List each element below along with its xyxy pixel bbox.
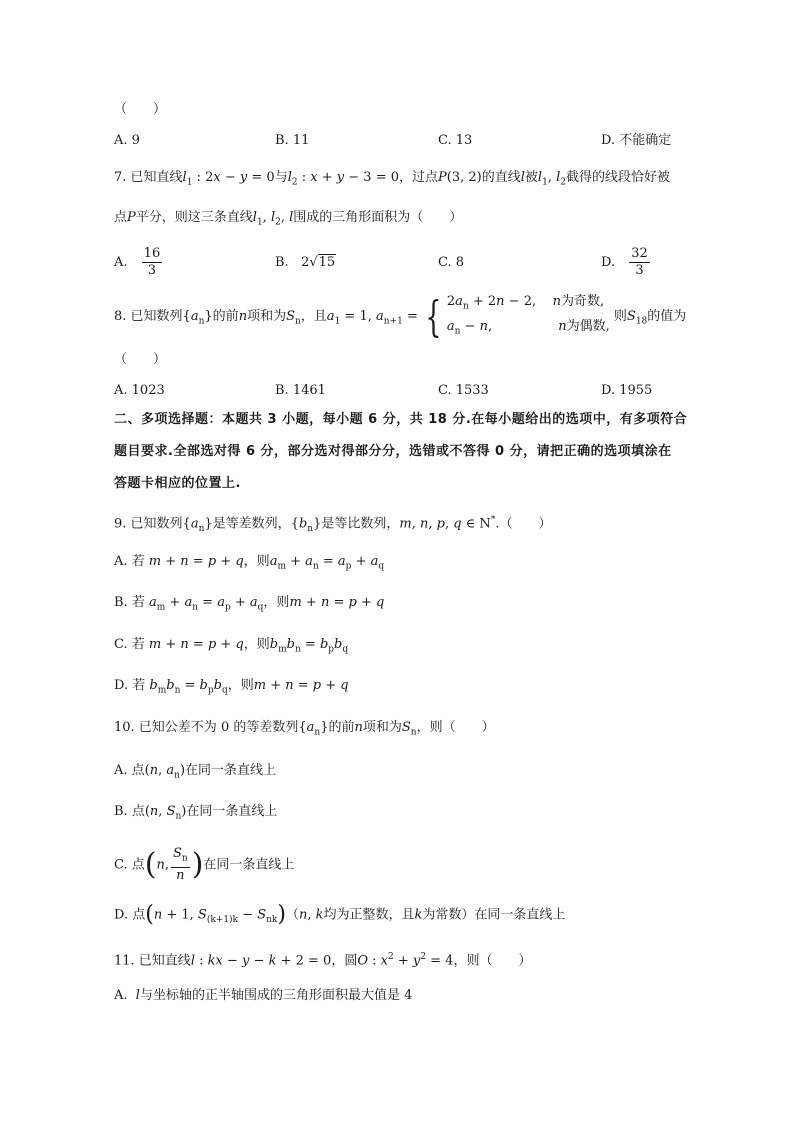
q10-option-d: D. 点(n + 1, $S_{(k+1)k} - S_{nk})(n$, k均为正整数，且k为常数）在同一条直线上 xyxy=(114,902,566,927)
q6-option-c: C. 13 xyxy=(438,133,473,148)
q9-stem: 9. 已知数列$\{a_n\}$是等差数列，$\{b_n\}$是等比数列，m, n, p, q ∈ N*.（ ） xyxy=(114,515,552,534)
q6-option-b: B. 11 xyxy=(275,133,310,148)
q10-option-b: B. 点(n, $S_n$)在同一条直线上 xyxy=(114,804,278,822)
q10-option-a: A. 点(n, $a_n$)在同一条直线上 xyxy=(114,763,277,781)
q10-stem: 10. 已知公差不为 0 的等差数列$\{a_n\}$的前n项和为$S_n$，则（ ） xyxy=(114,720,495,738)
q10-option-c: C. 点(n, $\frac{S_n}{n}$ )在同一条直线上 xyxy=(114,846,295,883)
q7-stem-line1: 7. 已知直线$l_1$ : 2x − y = 0与$l_2$ : x + y − 3 = 0，过点P(3, 2)的直线l被$l_1$, $l_2$截得的线段恰好被 xyxy=(114,170,671,188)
q8-answer-paren: （ ） xyxy=(114,352,167,367)
q8-option-c: C. 1533 xyxy=(438,383,489,398)
q7-stem-line2: 点P平分，则这三条直线$l_1$, $l_2$, l围成的三角形面积为（ ） xyxy=(114,210,463,228)
q6-option-a: A. 9 xyxy=(114,133,140,148)
section2-heading-line1: 二、多项选择题：本题共 3 小题，每小题 6 分，共 18 分.在每小题给出的选项中，有多项符合 xyxy=(114,412,688,427)
q8-options xyxy=(114,380,694,402)
section2-heading-line3: 答题卡相应的位置上. xyxy=(114,476,241,491)
q9-option-b: B. 若 $a_m + a_n = a_p + a_q$，则m + n = p + q xyxy=(114,595,385,613)
q7-option-a: A. $\frac{16}{3}$ xyxy=(114,246,161,278)
q8-option-b: B. 1461 xyxy=(275,383,326,398)
q9-option-d: D. 若 $b_mb_n = b_pb_q$，则m + n = p + q xyxy=(114,678,349,696)
q6-answer-paren: （ ） xyxy=(114,102,167,117)
q7-options xyxy=(114,244,694,280)
section2-heading-line2: 题目要求.全部选对得 6 分，部分选对得部分分，选错或不答得 0 分，请把正确的选项填涂在 xyxy=(114,444,672,459)
q8-option-d: D. 1955 xyxy=(601,383,653,398)
q8-option-a: A. 1023 xyxy=(114,383,165,398)
q7-option-b: B. 2√15 xyxy=(275,255,336,270)
q11-stem: 11. 已知直线l : kx − y − k + 2 = 0，圆O : $x^2 + y^2 = 4$，则（ ） xyxy=(114,952,532,969)
q8-stem: 8. 已知数列$\{a_n\}$的前n项和为$S_n$，且$a_1 = 1$, $a_{n+1}$ = { $2a_n + 2n - 2$, n为奇数, $a_n - n$, n为偶数, 则$S_{18}$的值为 xyxy=(114,291,687,341)
q7-option-c: C. 8 xyxy=(438,255,465,270)
q9-option-a: A. 若 m + n = p + q，则$a_m + a_n = a_p + a_q$ xyxy=(114,554,385,572)
q11-option-a: A. l与坐标轴的正半轴围成的三角形面积最大值是 4 xyxy=(114,988,413,1003)
q7-option-d: D. $\frac{32}{3}$ xyxy=(601,246,648,278)
q6-option-d: D. 不能确定 xyxy=(601,133,672,148)
q9-option-c: C. 若 m + n = p + q，则$b_mb_n = b_pb_q$ xyxy=(114,637,349,655)
q6-options xyxy=(114,130,694,152)
